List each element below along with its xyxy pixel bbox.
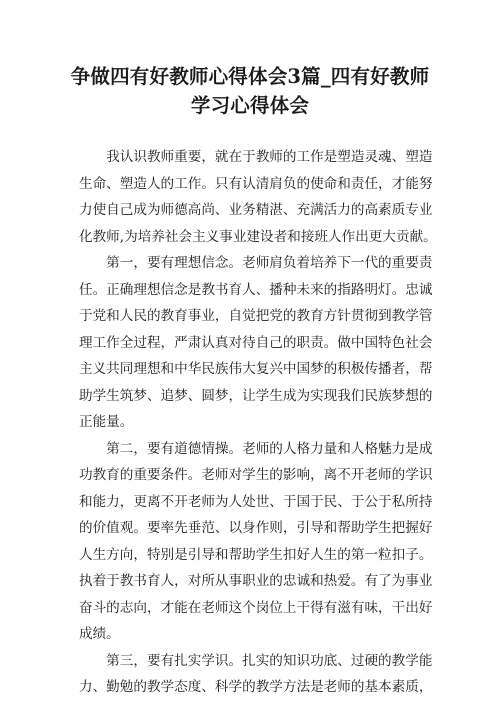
document-title bbox=[60, 62, 440, 120]
text-line: 助学生筑梦、追梦、圆梦，让学生成为实现我们民族梦想的 bbox=[79, 387, 433, 404]
text-line: 理工作全过程，严肃认真对待自己的职责。做中国特色社会 bbox=[79, 334, 433, 351]
paragraph-intro bbox=[79, 144, 437, 250]
text-line: 我认识教师重要，就在于教师的工作是塑造灵魂、塑造 bbox=[79, 149, 433, 165]
text-line: 力使自己成为师德高尚、业务精湛、充满活力的高素质专业 bbox=[79, 202, 433, 218]
paragraph-second-point bbox=[79, 436, 433, 648]
text-line: 生命、塑造人的工作。只有认清肩负的使命和责任，才能努 bbox=[79, 175, 433, 192]
text-line: 和能力，更离不开老师为人处世、于国于民、于公于私所持 bbox=[79, 493, 433, 510]
title-line: 学习心得体会 bbox=[190, 94, 310, 117]
text-line: 第二，要有道德情操。老师的人格力量和人格魅力是成 bbox=[79, 440, 433, 457]
text-line: 第三，要有扎实学识。扎实的知识功底、过硬的教学能 bbox=[79, 652, 433, 669]
text-line: 人生方向，特别是引导和帮助学生扣好人生的第一粒扣子。 bbox=[79, 546, 433, 563]
text-line: 功教育的重要条件。老师对学生的影响，离不开老师的学识 bbox=[79, 467, 433, 483]
title-line: 争做四有好教师心得体会3篇_四有好教师 bbox=[70, 65, 430, 88]
text-line: 化教师,为培养社会主义事业建设者和接班人作出更大贡献。 bbox=[79, 228, 437, 245]
text-line: 于党和人民的教育事业，自觉把党的教育方针贯彻到教学管 bbox=[79, 308, 433, 324]
paragraph-third-point bbox=[79, 648, 433, 701]
text-line: 力、勤勉的教学态度、科学的教学方法是老师的基本素质， bbox=[79, 679, 433, 695]
document-body bbox=[79, 144, 437, 701]
text-line: 任。正确理想信念是教书育人、播种未来的指路明灯。忠诚 bbox=[79, 281, 433, 298]
text-line: 正能量。 bbox=[79, 414, 134, 430]
text-line: 第一，要有理想信念。老师肩负着培养下一代的重要责 bbox=[79, 255, 433, 271]
paragraph-first-point bbox=[79, 250, 433, 436]
text-line: 的价值观。要率先垂范、以身作则，引导和帮助学生把握好 bbox=[79, 520, 433, 536]
text-line: 奋斗的志向，才能在老师这个岗位上干得有滋有味，干出好 bbox=[79, 599, 433, 616]
text-line: 主义共同理想和中华民族伟大复兴中国梦的积极传播者，帮 bbox=[79, 361, 433, 377]
text-line: 成绩。 bbox=[79, 626, 120, 642]
text-line: 执着于教书育人，对所从事职业的忠诚和热爱。有了为事业 bbox=[79, 573, 433, 589]
